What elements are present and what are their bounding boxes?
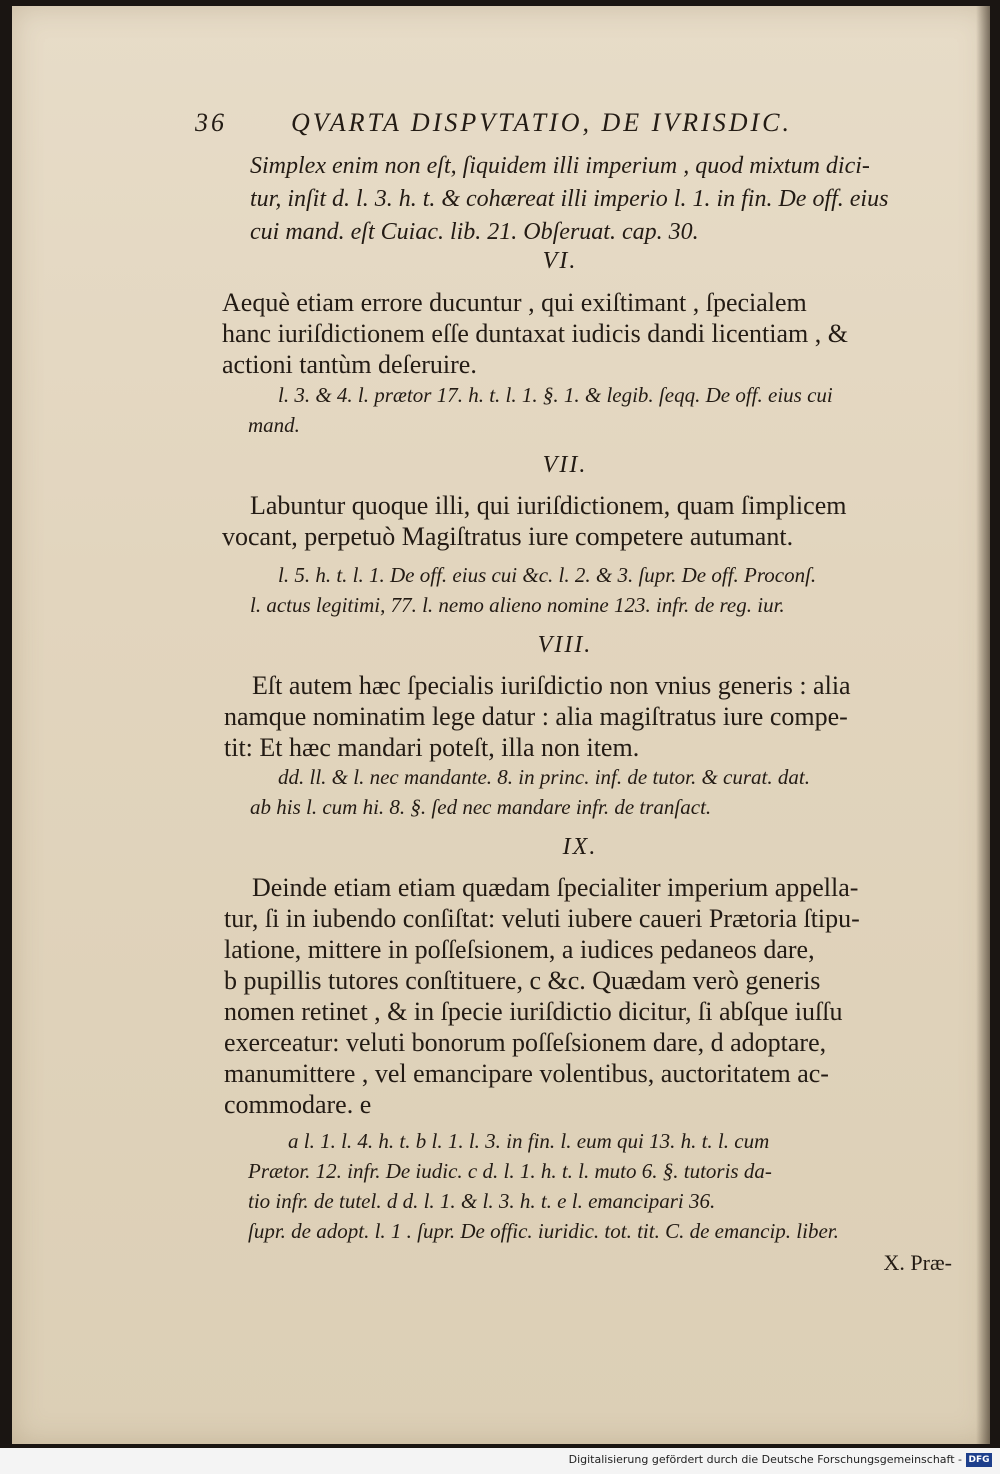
note-line: Prætor. 12. infr. De iudic. c d. l. 1. h. t. l. muto 6. §. tutoris da- [248,1159,772,1183]
section-text-line: actioni tantùm deſeruire. [222,350,477,379]
section-vi-text [222,287,848,380]
page-spine-shadow [976,6,990,1444]
section-number-vii: VII. [542,452,588,478]
intro-line: Simplex enim non eſt, ſiquidem illi imperium , quod mixtum dici- [250,153,870,179]
section-text-line: commodare. e [224,1090,372,1119]
section-vii-text [222,490,847,552]
dfg-logo-icon: DFG [966,1453,992,1467]
section-text-line: Eſt autem hæc ſpecialis iuriſdictio non vnius generis : alia [252,671,851,700]
note-line: a l. 1. l. 4. h. t. b l. 1. l. 3. in fin. l. eum qui 13. h. t. l. cum [288,1129,770,1153]
running-title: QVARTA DISPVTATIO, DE IVRISDIC. [291,108,792,137]
section-text-line: hanc iuriſdictionem eſſe duntaxat iudicis dandi licentiam , & [222,319,848,348]
section-viii-note [250,762,810,822]
section-ix-notes [248,1126,839,1246]
section-viii-text [224,670,851,763]
note-line: l. 3. & 4. l. prætor 17. h. t. l. 1. §. 1. & legib. ſeqq. De off. eius cui [278,383,833,407]
section-vii-note [250,560,817,620]
section-text-line: vocant, perpetuò Magiſtratus iure competere autumant. [222,522,794,551]
intro-line: tur, inſit d. l. 3. h. t. & cohæreat illi imperio l. 1. in fin. De off. eius [250,186,889,212]
section-text-line: namque nominatim lege datur : alia magiſtratus iure compe- [224,702,848,731]
section-text-line: Labuntur quoque illi, qui iuriſdictionem, quam ſimplicem [250,491,847,520]
intro-paragraph [250,150,888,249]
section-vi-note [248,380,833,440]
footer-bar [0,1448,1000,1474]
section-text-line: b pupillis tutores conſtituere, c &c. Quædam verò generis [224,966,821,995]
section-text-line: manumittere , vel emancipare volentibus, auctoritatem ac- [224,1059,829,1088]
note-line: l. actus legitimi, 77. l. nemo alieno nomine 123. infr. de reg. iur. [250,593,785,617]
section-ix-text [224,872,860,1120]
section-text-line: Aequè etiam errore ducuntur , qui exiſtimant , ſpecialem [222,288,807,317]
page-header [195,108,835,144]
note-line: mand. [248,413,300,437]
section-text-line: tur, ſi in iubendo conſiſtat: veluti iubere caueri Prætoria ſtipu- [224,904,860,933]
note-line: l. 5. h. t. l. 1. De off. eius cui &c. l. 2. & 3. ſupr. De off. Proconſ. [278,563,817,587]
intro-line: cui mand. eſt Cuiac. lib. 21. Obſeruat. cap. 30. [250,219,699,245]
note-line: dd. ll. & l. nec mandante. 8. in princ. inf. de tutor. & curat. dat. [278,765,810,789]
section-text-line: exerceatur: veluti bonorum poſſeſsionem dare, d adoptare, [224,1028,827,1057]
note-line: ſupr. de adopt. l. 1 . ſupr. De offic. iuridic. tot. tit. C. de emancip. liber. [248,1219,839,1243]
page-number: 36 [195,108,227,137]
note-line: tio infr. de tutel. d d. l. 1. & l. 3. h. t. e l. emancipari 36. [248,1189,716,1213]
footer-credit: Digitalisierung gefördert durch die Deutsche Forschungsgemeinschaft - [568,1453,962,1466]
section-text-line: Deinde etiam etiam quædam ſpecialiter imperium appella- [252,873,859,902]
catchword: X. Præ- [883,1250,952,1275]
note-line: ab his l. cum hi. 8. §. ſed nec mandare infr. de tranſact. [250,795,712,819]
section-text-line: nomen retinet , & in ſpecie iuriſdictio dicitur, ſi abſque iuſſu [224,997,843,1026]
section-number-ix: IX. [562,834,598,860]
section-text-line: tit: Et hæc mandari poteſt, illa non item. [224,733,640,762]
section-text-line: latione, mittere in poſſeſsionem, a iudices pedaneos dare, [224,935,815,964]
section-number-vi: VI. [542,248,578,274]
section-number-viii: VIII. [537,632,593,658]
